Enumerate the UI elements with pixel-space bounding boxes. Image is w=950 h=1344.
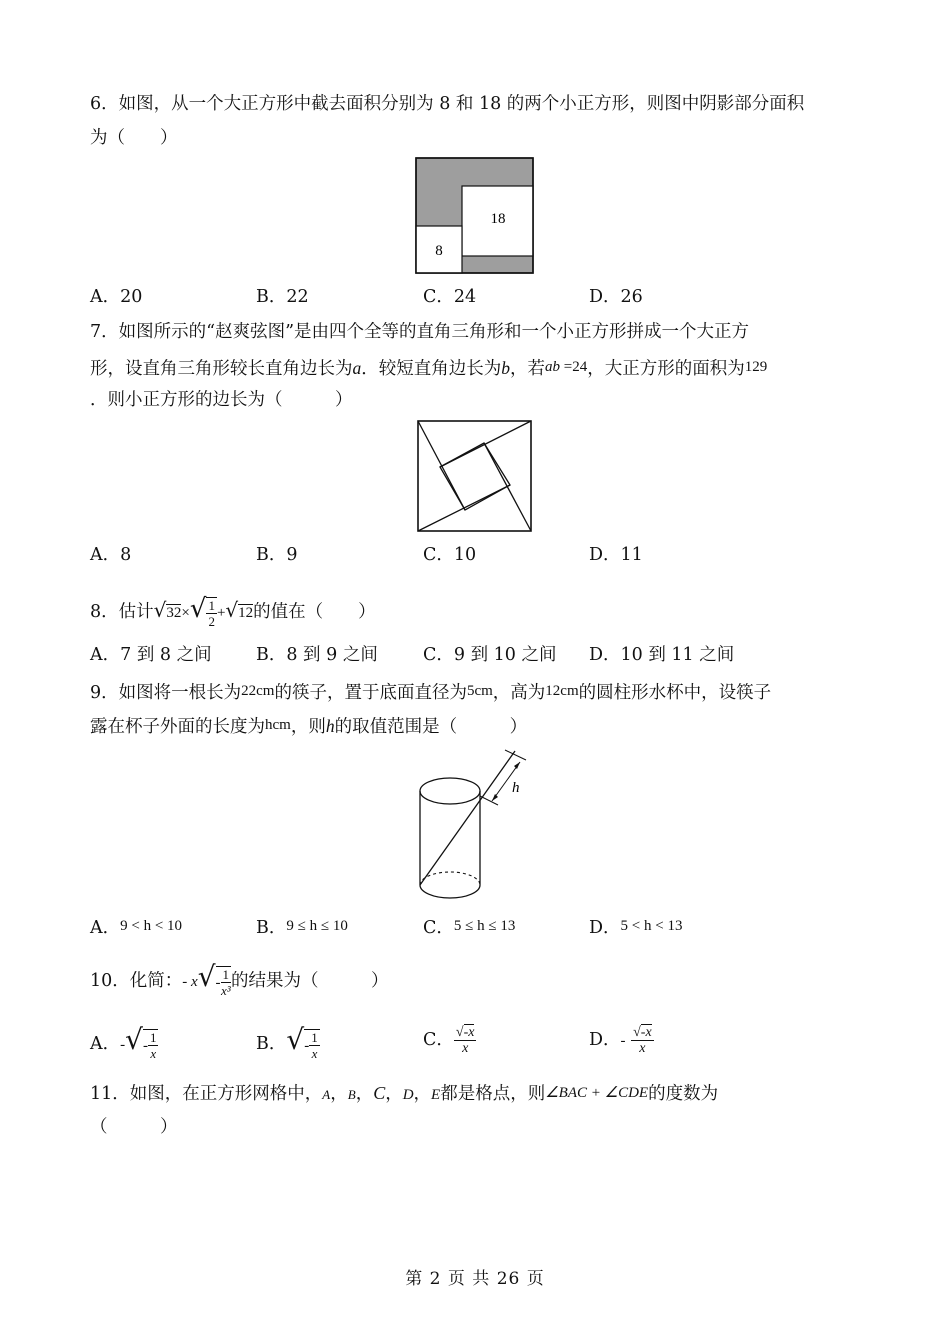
q11-point-e: E	[431, 1087, 441, 1103]
q8-stem: 8．估计√32×√ $\frac{1}{2}$ +√12的值在（ ）	[90, 594, 376, 629]
q7-zhaoshuang-figure	[416, 419, 534, 534]
sqrt-symbol-icon: √	[125, 1023, 143, 1056]
q8-fraction: $\frac{1}{2}$	[208, 597, 215, 629]
q9-hcm: hcm	[265, 717, 291, 733]
q8-option-c: C．9 到 10 之间	[423, 645, 557, 665]
q8-option-a: A．7 到 8 之间	[90, 645, 212, 665]
q10-option-c: C． $\frac{√-x}{x}$	[423, 1025, 475, 1056]
sqrt-symbol-icon: √	[286, 1023, 305, 1056]
q10-option-a: A．-√- $\frac{1}{x}$	[90, 1023, 157, 1061]
sqrt-symbol-icon: √	[153, 598, 167, 622]
q6-option-b: B．22	[256, 287, 309, 307]
q9-option-c: C．5 ≤ h ≤ 13	[423, 918, 516, 938]
q9-option-b: B．9 ≤ h ≤ 10	[256, 918, 348, 938]
q9-length: 22cm	[241, 683, 275, 699]
q7-option-d: D．11	[589, 545, 643, 565]
q6-option-d: D．26	[589, 287, 643, 307]
q11-point-b: B	[347, 1087, 356, 1102]
q9-option-a: A．9 < h < 10	[90, 918, 183, 938]
q7-stem-line1: 7．如图所示的“赵爽弦图”是由四个全等的直角三角形和一个小正方形拼成一个大正方	[90, 322, 750, 342]
q9-cylinder-figure	[412, 748, 537, 906]
q9-option-d: D．5 < h < 13	[589, 918, 683, 938]
q7-var-a: a	[352, 358, 362, 378]
q11-point-a: A	[322, 1087, 331, 1102]
q7-area-value: 129	[744, 359, 768, 375]
q9-diameter: 5cm	[466, 683, 493, 699]
q10-stem: 10．化简：- x√- $\frac{1}{\text{x³}}$ 的结果为（ ）	[90, 960, 389, 998]
q9-chopstick	[420, 751, 515, 885]
q9-stem-line2: 露在杯子外面的长度为hcm，则h的取值范围是（ ）	[90, 716, 528, 737]
q9-cylinder-bottom-front	[420, 885, 480, 898]
q7-ab-value: =24	[560, 359, 588, 375]
sqrt-symbol-icon: √	[197, 960, 216, 993]
q8-radicand-12: 12	[238, 605, 254, 621]
q6-figure	[414, 156, 536, 276]
q9-height: 12cm	[545, 683, 579, 699]
q7-var-b: b	[501, 358, 510, 378]
q9-label-h: h	[512, 780, 520, 796]
q11-angle-expr: ∠BAC + ∠CDE	[545, 1085, 649, 1101]
sqrt-symbol-icon: √	[455, 1025, 464, 1040]
q8-option-d: D．10 到 11 之间	[589, 645, 735, 665]
q10-option-d: D．- $\frac{√-x}{x}$	[589, 1025, 652, 1056]
q9-cylinder-top	[420, 778, 480, 804]
q11-point-d: D	[402, 1087, 414, 1103]
q11-stem-line1: 11．如图，在正方形网格中，A，B，C，D，E都是格点，则∠BAC + ∠CDE的度数为	[90, 1083, 719, 1104]
q6-label-8: 8	[435, 243, 443, 259]
q9-cylinder-bottom-back	[420, 872, 480, 885]
q8-option-b: B．8 到 9 之间	[256, 645, 378, 665]
sqrt-symbol-icon: √	[633, 1025, 641, 1040]
sqrt-symbol-icon: √	[225, 598, 239, 622]
q6-stem-line2: 为（ ）	[90, 128, 178, 148]
q11-point-c: C	[373, 1083, 386, 1103]
q6-label-18: 18	[490, 211, 506, 227]
q7-option-c: C．10	[423, 545, 477, 565]
q7-option-b: B．9	[256, 545, 298, 565]
q7-ab: ab	[545, 359, 560, 375]
q7-stem-line2: 形，设直角三角形较长直角边长为a．较短直角边长为b，若ab =24，大正方形的面积为129	[90, 358, 768, 379]
q6-stem-line1: 6．如图，从一个大正方形中截去面积分别为 8 和 18 的两个小正方形，则图中阴影部分面积	[90, 94, 805, 114]
q10-option-b: B．√- $\frac{1}{x}$	[256, 1023, 318, 1061]
q9-stem-line1: 9．如图将一根长为22cm的筷子，置于底面直径为5cm，高为12cm的圆柱形水杯中，设筷子	[90, 683, 772, 703]
q7-stem-line3: ．则小正方形的边长为（ ）	[90, 390, 353, 410]
q6-option-a: A．20	[90, 287, 143, 307]
q8-radicand-32: 32	[166, 605, 182, 621]
q7-option-a: A．8	[90, 545, 132, 565]
q6-option-c: C．24	[423, 287, 477, 307]
q9-var-h: h	[325, 716, 335, 736]
q10-minus-x: - x	[182, 974, 198, 990]
sqrt-symbol-icon: √	[189, 594, 207, 624]
page-footer: 第 2 页 共 26 页	[405, 1269, 545, 1289]
q11-stem-line2: （ ）	[90, 1117, 178, 1137]
